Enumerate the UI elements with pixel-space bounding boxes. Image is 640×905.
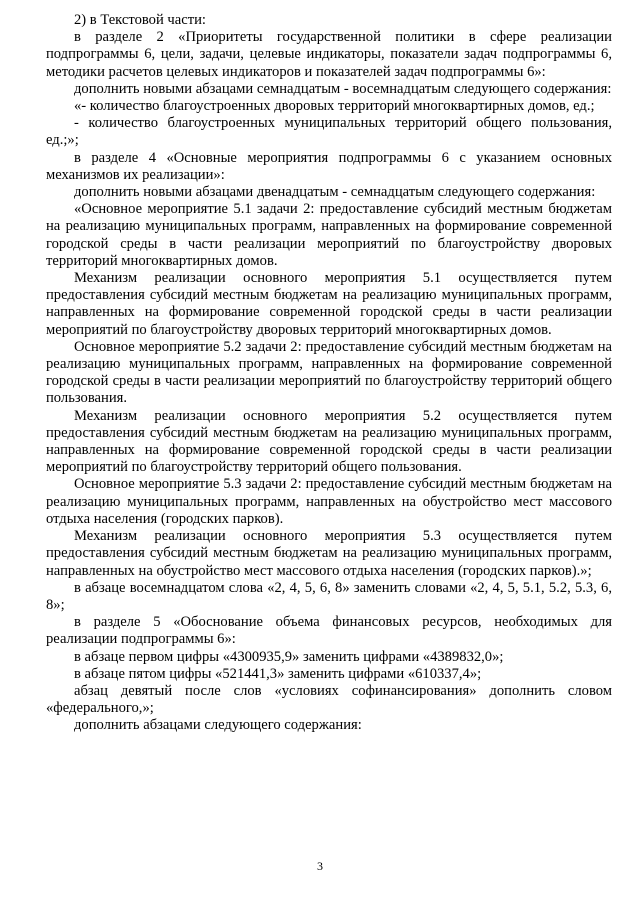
paragraph: дополнить новыми абзацами семнадцатым - восемнадцатым следующего содержания: [74,80,612,97]
paragraph: в абзаце первом цифры «4300935,9» заменить цифрами «4389832,0»; [74,648,504,665]
paragraph: абзац девятый после слов «условиях софинансирования» дополнить словом «федерального,»; [46,682,612,717]
paragraph: Основное мероприятие 5.3 задачи 2: предоставление субсидий местным бюджетам на реализацию муниципальных программ, направленных на обустройство мест массового отдыха населения (городских парков). [46,476,612,527]
paragraph: дополнить абзацами следующего содержания: [74,717,362,734]
paragraph: дополнить новыми абзацами двенадцатым - семнадцатым следующего содержания: [74,184,596,201]
paragraph: «- количество благоустроенных дворовых территорий многоквартирных домов, ед.; [74,98,595,115]
paragraph: - количество благоустроенных муниципальных территорий общего пользования, ед.;»; [46,115,612,149]
paragraph: 2) в Текстовой части: [74,12,206,28]
document-body [46,12,612,735]
paragraph: «Основное мероприятие 5.1 задачи 2: предоставление субсидий местным бюджетам на реализацию муниципальных программ, направленных на формирование современной городской среды в части реализации мероприятий по благоустройству дворовых территорий многоквартирных домов. [46,201,612,269]
paragraph: в разделе 4 «Основные мероприятия подпрограммы 6 с указанием основных механизмов их реализации»: [46,149,612,183]
paragraph: Механизм реализации основного мероприятия 5.2 осуществляется путем предоставления субсидий местным бюджетам на реализацию муниципальных программ, направленных на формирование современной городской среды в части реализации мероприятий по благоустройству территорий общего пользования. [46,407,612,476]
paragraph: в разделе 2 «Приоритеты государственной политики в сфере реализации подпрограммы 6, цели, задачи, целевые индикаторы, показатели задач подпрограммы 6, методики расчетов целевых индикаторов и показателей задач подпрограммы 6»: [46,29,612,80]
paragraph: в разделе 5 «Обоснование объема финансовых ресурсов, необходимых для реализации подпрограммы 6»: [46,614,612,648]
paragraph: в абзаце восемнадцатом слова «2, 4, 5, 6, 8» заменить словами «2, 4, 5, 5.1, 5.2, 5.3, 6, 8»; [46,579,612,613]
paragraph: Основное мероприятие 5.2 задачи 2: предоставление субсидий местным бюджетам на реализацию муниципальных программ, направленных на формирование современной городской среды в части реализации мероприятий по благоустройству территорий общего пользования. [46,338,612,407]
paragraph: в абзаце пятом цифры «521441,3» заменить цифрами «610337,4»; [74,665,482,682]
page-number: 3 [317,859,323,873]
paragraph: Механизм реализации основного мероприятия 5.1 осуществляется путем предоставления субсидий местным бюджетам на реализацию муниципальных программ, направленных на формирование современной городской среды в части реализации мероприятий по благоустройству дворовых территорий многоквартирных домов. [46,270,612,338]
paragraph: Механизм реализации основного мероприятия 5.3 осуществляется путем предоставления субсидий местным бюджетам на реализацию муниципальных программ, направленных на обустройство мест массового отдыха населения (городских парков).»; [46,528,612,579]
